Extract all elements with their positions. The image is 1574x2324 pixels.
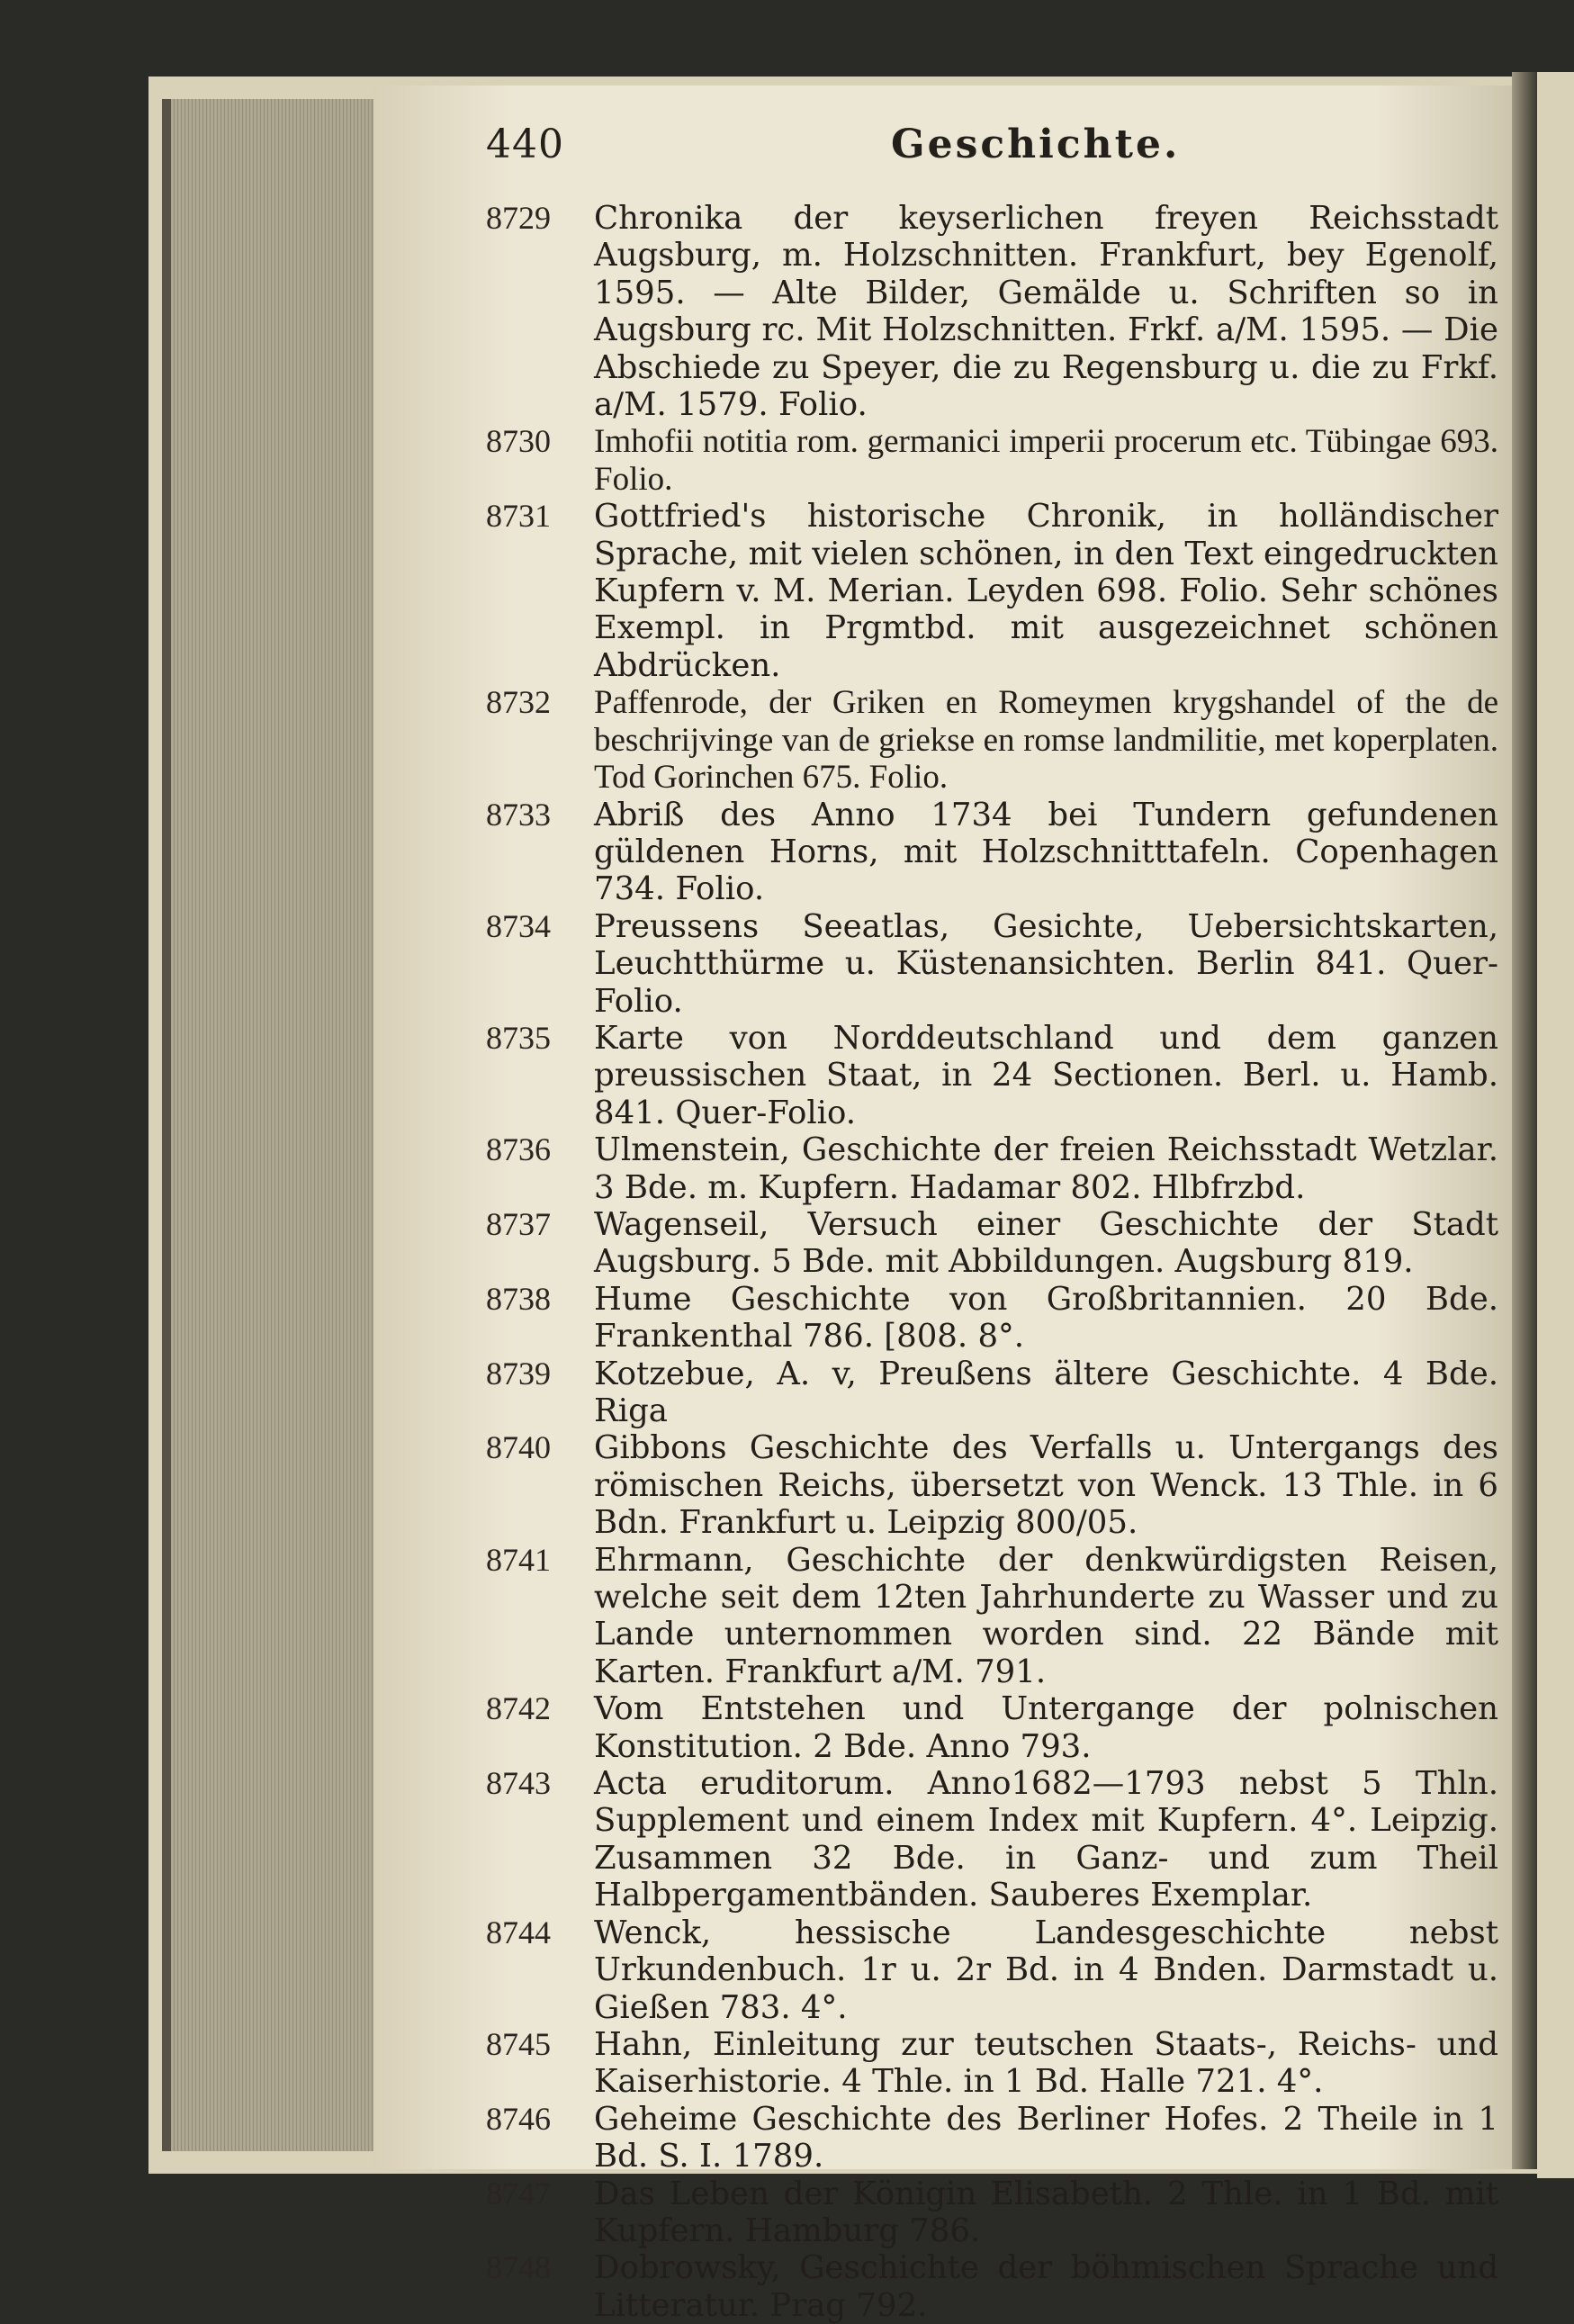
entry-text: Karte von Norddeutschland und dem ganzen preussischen Staat, in 24 Sectionen. Berl. u. Hamb. 841. Quer-Folio. — [594, 1019, 1498, 1131]
gutter — [1512, 72, 1537, 2169]
entry-text: Imhofii notitia rom. germanici imperii procerum etc. Tübingae 693. Folio. — [594, 423, 1498, 498]
entry-8738 — [486, 1281, 1498, 1356]
entry-number: 8738 — [486, 1280, 551, 1317]
entry-number: 8734 — [486, 907, 551, 944]
entry-text: Ehrmann, Geschichte der denkwürdigsten Reisen, welche seit dem 12ten Jahrhunderte zu Wasser und zu Lande unternommen worden sind. 22 Bände mit Karten. Frankfurt a/M. 791. — [594, 1541, 1498, 1690]
entry-number: 8739 — [486, 1355, 551, 1392]
entry-8729 — [486, 200, 1498, 423]
page-edge — [162, 99, 382, 2151]
entry-number: 8732 — [486, 684, 551, 721]
page-header — [486, 122, 1494, 176]
page-title: Geschichte. — [891, 122, 1181, 167]
entry-number: 8737 — [486, 1205, 551, 1242]
entry-text: Chronika der keyserlichen freyen Reichsstadt Augsburg, m. Holzschnitten. Frankfurt, bey Egenolf, 1595. — Alte Bilder, Gemälde u. Schriften so in Augsburg rc. Mit Holzschnitten. Frkf. a/M. 1595. — Die Abschiede zu Speyer, die zu Regensburg u. die zu Frkf. a/M. 1579. Folio. — [594, 200, 1498, 424]
entry-text: Gibbons Geschichte des Verfalls u. Untergangs des römischen Reichs, übersetzt von Wenck. 13 Thle. in 6 Bdn. Frankfurt u. Leipzig 800/05. — [594, 1429, 1498, 1542]
catalog-entries — [486, 200, 1498, 2324]
entry-8735 — [486, 1020, 1498, 1131]
entry-number: 8735 — [486, 1019, 551, 1056]
entry-8744 — [486, 1914, 1498, 2026]
entry-8731 — [486, 498, 1498, 684]
next-page-fragment — [1537, 72, 1574, 2178]
entry-text: Paffenrode, der Griken en Romeymen krygshandel of the de beschrijvinge van de griekse en romse landmilitie, met koperplaten. Tod Gorinchen 675. Folio. — [594, 684, 1498, 797]
entry-8732 — [486, 684, 1498, 796]
entry-8734 — [486, 908, 1498, 1020]
entry-8746 — [486, 2101, 1498, 2175]
entry-text: Geheime Geschichte des Berliner Hofes. 2 Theile in 1 Bd. S. I. 1789. — [594, 2100, 1498, 2175]
entry-number: 8745 — [486, 2025, 551, 2062]
entry-text: Das Leben der Königin Elisabeth. 2 Thle. in 1 Bd. mit Kupfern. Hamburg 786. — [594, 2175, 1498, 2249]
page-number: 440 — [486, 122, 564, 167]
entry-8730 — [486, 423, 1498, 498]
entry-number: 8731 — [486, 498, 551, 535]
entry-number: 8747 — [486, 2175, 551, 2211]
entry-text: Gottfried's historische Chronik, in holländischer Sprache, mit vielen schönen, in den Text eingedruckten Kupfern v. M. Merian. Leyden 698. Folio. Sehr schönes Exempl. in Prgmtbd. mit ausgezeichnet schönen Abdrücken. — [594, 498, 1498, 684]
entry-8737 — [486, 1206, 1498, 1281]
entry-number: 8740 — [486, 1429, 551, 1466]
entry-number: 8744 — [486, 1914, 551, 1950]
entry-text: Abriß des Anno 1734 bei Tundern gefundenen güldenen Horns, mit Holzschnitttafeln. Copenhagen 734. Folio. — [594, 796, 1498, 908]
entry-number: 8733 — [486, 796, 551, 833]
entry-text: Vom Entstehen und Untergange der polnischen Konstitution. 2 Bde. Anno 793. — [594, 1690, 1498, 1765]
entry-text: Preussens Seeatlas, Gesichte, Uebersichtskarten, Leuchtthürme u. Küstenansichten. Berlin 841. Quer-Folio. — [594, 907, 1498, 1020]
entry-text: Acta eruditorum. Anno1682—1793 nebst 5 Thln. Supplement und einem Index mit Kupfern. 4°. Leipzig. Zusammen 32 Bde. in Ganz- und zum Theil Halbpergamentbänden. Sauberes Exemplar. — [594, 1765, 1498, 1914]
entry-number: 8746 — [486, 2100, 551, 2137]
entry-number: 8736 — [486, 1131, 551, 1168]
entry-text: Wenck, hessische Landesgeschichte nebst Urkundenbuch. 1r u. 2r Bd. in 4 Bnden. Darmstadt u. Gießen 783. 4°. — [594, 1914, 1498, 2026]
entry-number: 8743 — [486, 1765, 551, 1802]
entry-8733 — [486, 797, 1498, 908]
entry-8748 — [486, 2249, 1498, 2324]
entry-number: 8748 — [486, 2249, 551, 2286]
entry-8741 — [486, 1542, 1498, 1691]
entry-number: 8729 — [486, 200, 551, 236]
entry-text: Hahn, Einleitung zur teutschen Staats-, Reichs- und Kaiserhistorie. 4 Thle. in 1 Bd. Halle 721. 4°. — [594, 2025, 1498, 2101]
entry-8747 — [486, 2175, 1498, 2250]
entry-8745 — [486, 2026, 1498, 2101]
entry-text: Kotzebue, A. v, Preußens ältere Geschichte. 4 Bde. Riga — [594, 1355, 1498, 1429]
entry-text: Wagenseil, Versuch einer Geschichte der Stadt Augsburg. 5 Bde. mit Abbildungen. Augsburg 819. — [594, 1205, 1498, 1281]
entry-8742 — [486, 1690, 1498, 1765]
entry-number: 8742 — [486, 1690, 551, 1727]
entry-8743 — [486, 1765, 1498, 1914]
entry-8736 — [486, 1131, 1498, 1206]
entry-text: Dobrowsky, Geschichte der böhmischen Sprache und Litteratur. Prag 792. — [594, 2249, 1498, 2324]
entry-text: Ulmenstein, Geschichte der freien Reichsstadt Wetzlar. 3 Bde. m. Kupfern. Hadamar 802. Hlbfrzbd. — [594, 1131, 1498, 1206]
entry-number: 8730 — [486, 423, 551, 460]
entry-8740 — [486, 1429, 1498, 1541]
entry-text: Hume Geschichte von Großbritannien. 20 Bde. Frankenthal 786. [808. 8°. — [594, 1280, 1498, 1356]
entry-8739 — [486, 1356, 1498, 1430]
entry-number: 8741 — [486, 1541, 551, 1578]
